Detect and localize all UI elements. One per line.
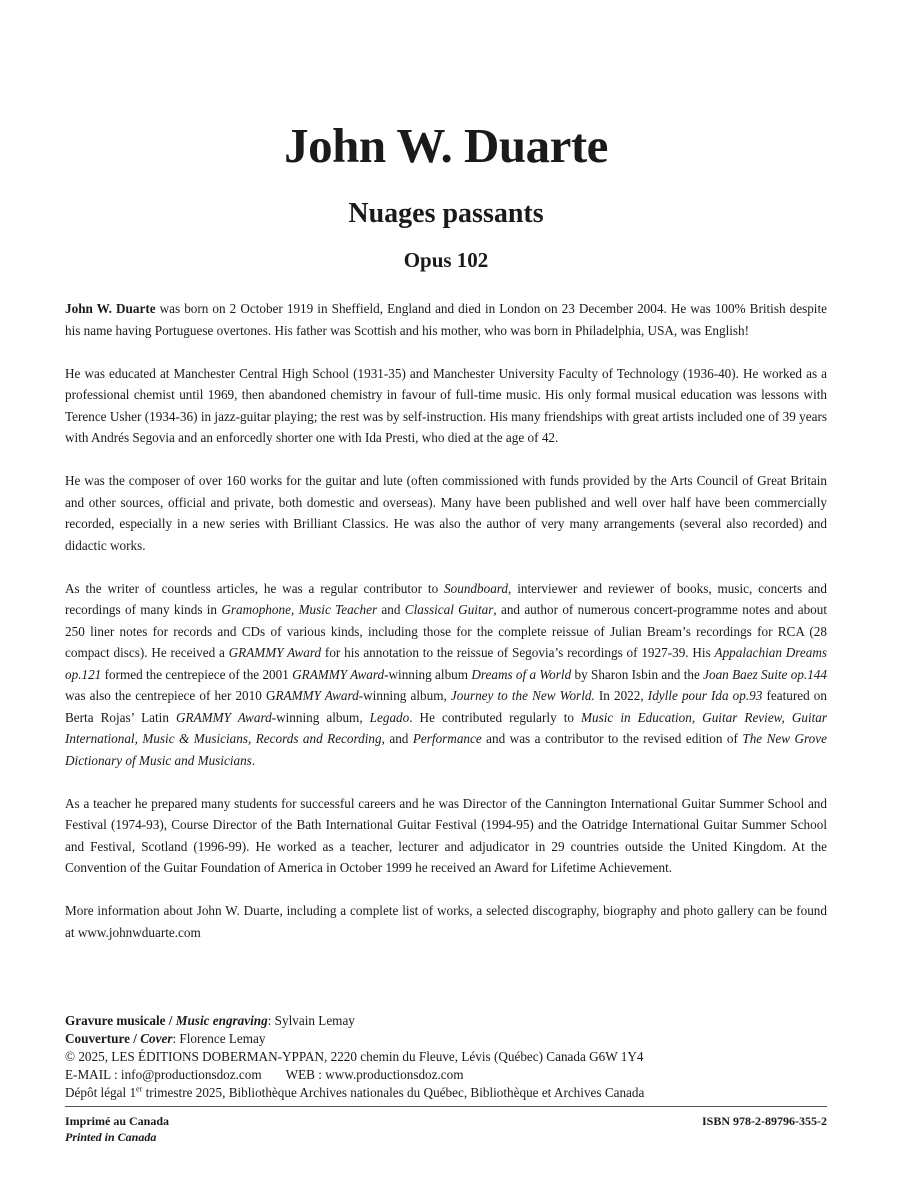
copyright-line: © 2025, LES ÉDITIONS DOBERMAN-YPPAN, 2220 chemin du Fleuve, Lévis (Québec) Canada G6W 1Y4	[65, 1049, 644, 1064]
credit-engraving: Gravure musicale / Music engraving: Sylvain Lemay	[65, 1013, 355, 1028]
bio-paragraph-4: As the writer of countless articles, he was a regular contributor to Soundboard, interviewer and reviewer of books, music, concerts and recordings of many kinds in Gramophone, Music Teacher and Classical Guitar, and author of numerous concert-programme notes and about 250 liner notes for records and CDs of various kinds, including those for the complete reissue of Julian Bream’s recordings for RCA (28 compact discs). He received a GRAMMY Award for his annotation to the reissue of Segovia’s recordings of 1927-39. His Appalachian Dreams op.121 formed the centrepiece of the 2001 GRAMMY Award-winning album Dreams of a World by Sharon Isbin and the Joan Baez Suite op.144 was also the centrepiece of her 2010 GRAMMY Award-winning album, Journey to the New World. In 2022, Idylle pour Ida op.93 featured on Berta Rojas’ Latin GRAMMY Award-winning album, Legado. He contributed regularly to Music in Education, Guitar Review, Guitar International, Music & Musicians, Records and Recording, and Performance and was a contributor to the revised edition of The New Grove Dictionary of Music and Musicians.	[65, 580, 828, 768]
bio-paragraph-6: More information about John W. Duarte, including a complete list of works, a selected discography, biography and photo gallery can be found at www.johnwduarte.com	[65, 903, 827, 940]
title-block	[65, 114, 827, 274]
bio-paragraph-1: John W. Duarte was born on 2 October 1919 in Sheffield, England and died in London on 23 December 2004. He was 100% British despite his name having Portuguese overtones. His father was Scottish and his mother, who was born in Philadelphia, USA, was English!	[65, 301, 827, 338]
footer-divider	[65, 1106, 827, 1107]
score-title-page	[65, 0, 827, 1200]
isbn: ISBN 978-2-89796-355-2	[702, 1114, 827, 1128]
bio-paragraph-3: He was the composer of over 160 works for the guitar and lute (often commissioned with funds provided by the Arts Council of Great Britain and other sources, official and private, both domestic and overseas). Many have been published and well over half have been commercially recorded, especially in a new series with Brilliant Classics. He was also the author of very many arrangements (several also recorded) and didactic works.	[65, 473, 827, 553]
email-address: info@productionsdoz.com	[120, 1067, 262, 1082]
printed-fr: Imprimé au Canada	[65, 1114, 170, 1128]
biography	[65, 298, 827, 943]
composer-name: John W. Duarte	[284, 118, 608, 173]
contact-line: E-MAIL : info@productionsdoz.com WEB : www.productionsdoz.com	[65, 1067, 464, 1082]
work-title: Nuages passants	[348, 198, 544, 229]
printed-en: Printed in Canada	[65, 1130, 157, 1144]
credit-cover: Couverture / Cover: Florence Lemay	[65, 1031, 266, 1046]
bio-paragraph-5: As a teacher he prepared many students for successful careers and he was Director of the Cannington International Guitar Summer School and Festival (1974-93), Course Director of the Bath International Guitar Festival (1994-95) and the Oatridge International Guitar Summer School and Festival, Scotland (1996-99). He worked as a teacher, lecturer and adjudicator in 29 countries outside the United Kingdom. At the Convention of the Guitar Foundation of America in October 1999 he received an Award for Lifetime Achievement.	[65, 795, 827, 875]
bio-name: John W. Duarte	[65, 301, 156, 316]
opus-number: Opus 102	[403, 248, 489, 272]
website-address: www.productionsdoz.com	[325, 1067, 464, 1082]
legal-deposit-line: Dépôt légal 1er trimestre 2025, Bibliothèque Archives nationales du Québec, Bibliothèque et Archives Canada	[65, 1084, 645, 1100]
bio-paragraph-2: He was educated at Manchester Central High School (1931-35) and Manchester University Faculty of Technology (1936-40). He worked as a professional chemist until 1969, then abandoned chemistry in favour of full-time music. His only formal musical education was lessons with Terence Usher (1934-36) in jazz-guitar playing; the rest was by self-instruction. His many friendships with great artists included one of 39 years with Andrés Segovia and an enforcedly shorter one with Ida Presti, who died at the age of 42.	[65, 365, 827, 445]
credits-block	[65, 1012, 827, 1102]
printed-in	[65, 1113, 169, 1145]
